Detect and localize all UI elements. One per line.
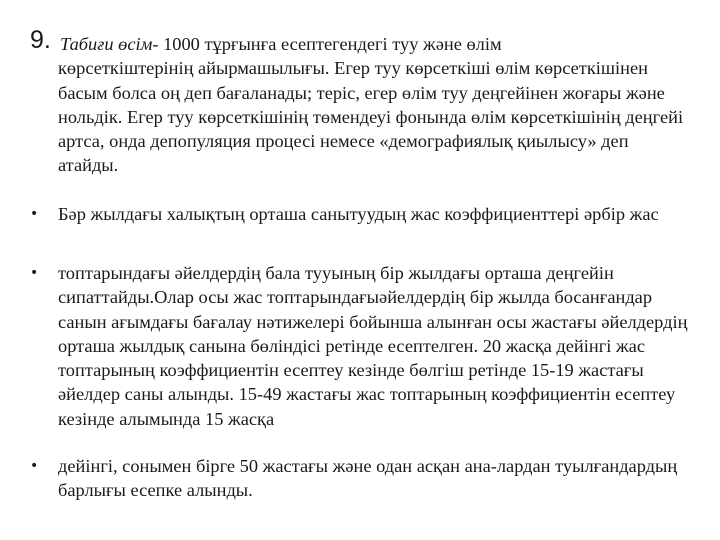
bullet-text: топтарындағы әйелдердің бала тууының бір жылдағы орташа деңгейін сипаттайды.Олар осы жас топтарындағыәйелдердің бір жылда босанғандар санын ағымдағы бағалау нәтижелері бойынша алынған осы жастағы әйелдердің орташа жылдық санына бөліндісі ретінде есептелген. 20 жасқа дейінгі жас топтарының коэффициентін есептеу кезінде бөлгіш ретінде 15-19 жастағы әйелдер саны алынды. 15-49 жастағы жас топтарының коэффициентін есептеу кезінде алымында 15 жасқа [58, 263, 688, 429]
bullet-marker: • [30, 458, 39, 474]
item-body-text: көрсеткіштерінің айырмашылығы. Егер туу көрсеткіші өлім көрсеткішінен басым болса оң деп бағаланады; теріс, егер өлім туу деңгейінен жоғары және нольдік. Егер туу көрсеткішінің төмендеуі фонында өлім көрсеткішінің деңгейі артса, онда депопуляция процесі немесе «демографиялық қиылысу» деп атайды. [58, 58, 684, 176]
item-head-text: 1000 тұрғынға есептегендегі туу және өлім [158, 34, 502, 54]
item-head-line [30, 32, 690, 56]
item-9-paragraph [30, 26, 690, 178]
bullet-item-2 [30, 261, 690, 431]
term-natural-growth: Табиғи өсім- [60, 34, 159, 54]
bullet-text: дейінгі, сонымен бірге 50 жастағы және одан асқан ана-лардан туылғандардың барлығы есепке алынды. [58, 456, 678, 501]
bullet-item-1 [30, 202, 690, 226]
bullet-item-3 [30, 454, 690, 503]
bullet-marker: • [30, 206, 39, 222]
item-number: 9. [30, 26, 51, 54]
bullet-text: Бәр жылдағы халықтың орташа санытуудың жас коэффициенттері әрбір жас [58, 204, 659, 224]
bullet-marker: • [30, 265, 39, 281]
